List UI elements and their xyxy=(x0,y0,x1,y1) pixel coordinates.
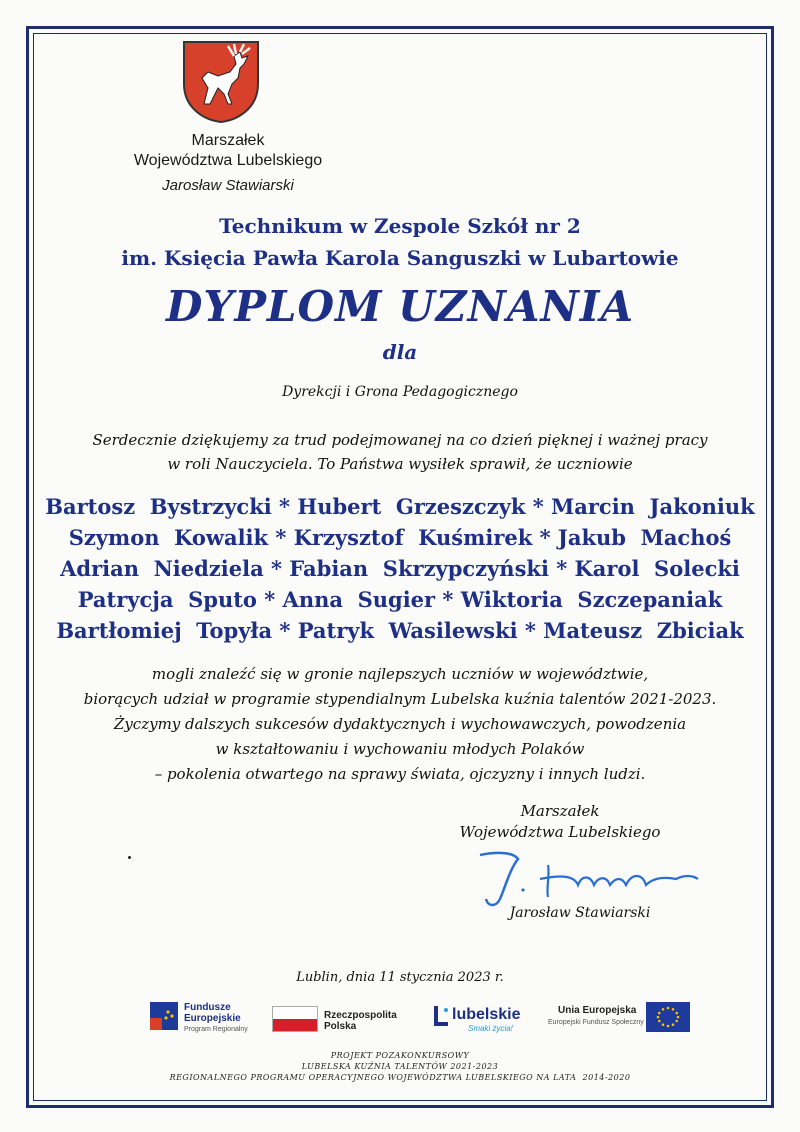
signature-title-line2: Województwa Lubelskiego xyxy=(459,823,661,841)
eu-label: Unia Europejska xyxy=(558,1005,637,1016)
eu-sub-label: Europejski Fundusz Społeczny xyxy=(548,1019,644,1026)
signature-name: Jarosław Stawiarski xyxy=(509,905,651,921)
students-line1: Bartosz Bystrzycki * Hubert Grzeszczyk * Marcin Jakoniuk xyxy=(45,494,755,519)
intro-text xyxy=(0,428,800,476)
polish-flag-icon xyxy=(272,1006,318,1032)
marshal-title xyxy=(128,131,328,171)
fe-line2: Europejskie xyxy=(184,1013,241,1024)
project-footer xyxy=(0,1050,800,1083)
footer-line1: PROJEKT POZAKONKURSOWY xyxy=(330,1051,470,1060)
students-line4: Patrycja Sputo * Anna Sugier * Wiktoria Szczepaniak xyxy=(77,587,723,612)
footer-line3: REGIONALNEGO PROGRAMU OPERACYJNEGO WOJEWÓDZTWA LUBELSKIEGO NA LATA 2014-2020 xyxy=(169,1073,631,1082)
rzeczpospolita-label xyxy=(324,1010,397,1032)
fe-line1: Fundusze xyxy=(184,1002,231,1013)
fundusze-europejskie-label xyxy=(184,1002,241,1024)
school-name-line1: Technikum w Zespole Szkół nr 2 xyxy=(219,214,581,238)
marshal-title-line2: Województwa Lubelskiego xyxy=(133,152,323,169)
coat-of-arms-logo xyxy=(178,38,264,124)
student-names xyxy=(0,491,800,646)
marshal-title-line1: Marszałek xyxy=(191,132,265,149)
lubelskie-slogan: Smaki życia! xyxy=(468,1024,513,1033)
students-line2: Szymon Kowalik * Krzysztof Kuśmirek * Jakub Machoś xyxy=(68,525,732,550)
marshal-name: Jarosław Stawiarski xyxy=(162,177,294,194)
diploma-for: dla xyxy=(382,340,418,364)
rp-line2: Polska xyxy=(324,1021,357,1032)
body-line4: w kształtowaniu i wychowaniu młodych Polaków xyxy=(215,740,585,758)
body-line3: Życzymy dalszych sukcesów dydaktycznych i wychowawczych, powodzenia xyxy=(113,715,687,733)
date-place: Lublin, dnia 11 stycznia 2023 r. xyxy=(296,970,504,985)
fundusze-europejskie-icon xyxy=(148,1000,180,1032)
signature-title xyxy=(450,801,670,843)
body-line5: – pokolenia otwartego na sprawy świata, ojczyzny i innych ludzi. xyxy=(154,765,646,783)
body-line2: biorących udział w programie stypendialnym Lubelska kuźnia talentów 2021-2023. xyxy=(83,690,717,708)
fe-sub-label: Program Regionalny xyxy=(184,1026,248,1033)
eu-flag-icon xyxy=(646,1002,690,1032)
diploma-title: DYPLOM UZNANIA xyxy=(165,282,635,331)
intro-line2: w roli Nauczyciela. To Państwa wysiłek sprawił, że uczniowie xyxy=(167,455,633,473)
school-name-line2: im. Księcia Pawła Karola Sanguszki w Lubartowie xyxy=(121,246,679,270)
diploma-recipient: Dyrekcji i Grona Pedagogicznego xyxy=(282,384,518,400)
body-line1: mogli znaleźć się w gronie najlepszych uczniów w województwie, xyxy=(151,665,649,683)
students-line3: Adrian Niedziela * Fabian Skrzypczyński * Karol Solecki xyxy=(60,556,740,581)
lubelskie-icon xyxy=(430,1004,452,1030)
lubelskie-label: lubelskie xyxy=(452,1006,521,1023)
rp-line1: Rzeczpospolita xyxy=(324,1010,397,1021)
footer-line2: LUBELSKA KUŹNIA TALENTÓW 2021-2023 xyxy=(301,1062,499,1071)
intro-line1: Serdecznie dziękujemy za trud podejmowanej na co dzień pięknej i ważnej pracy xyxy=(92,431,708,449)
students-line5: Bartłomiej Topyła * Patryk Wasilewski * Mateusz Zbiciak xyxy=(56,618,744,643)
signature-title-line1: Marszałek xyxy=(520,802,600,820)
body-text xyxy=(0,662,800,787)
stray-dot xyxy=(128,856,131,859)
